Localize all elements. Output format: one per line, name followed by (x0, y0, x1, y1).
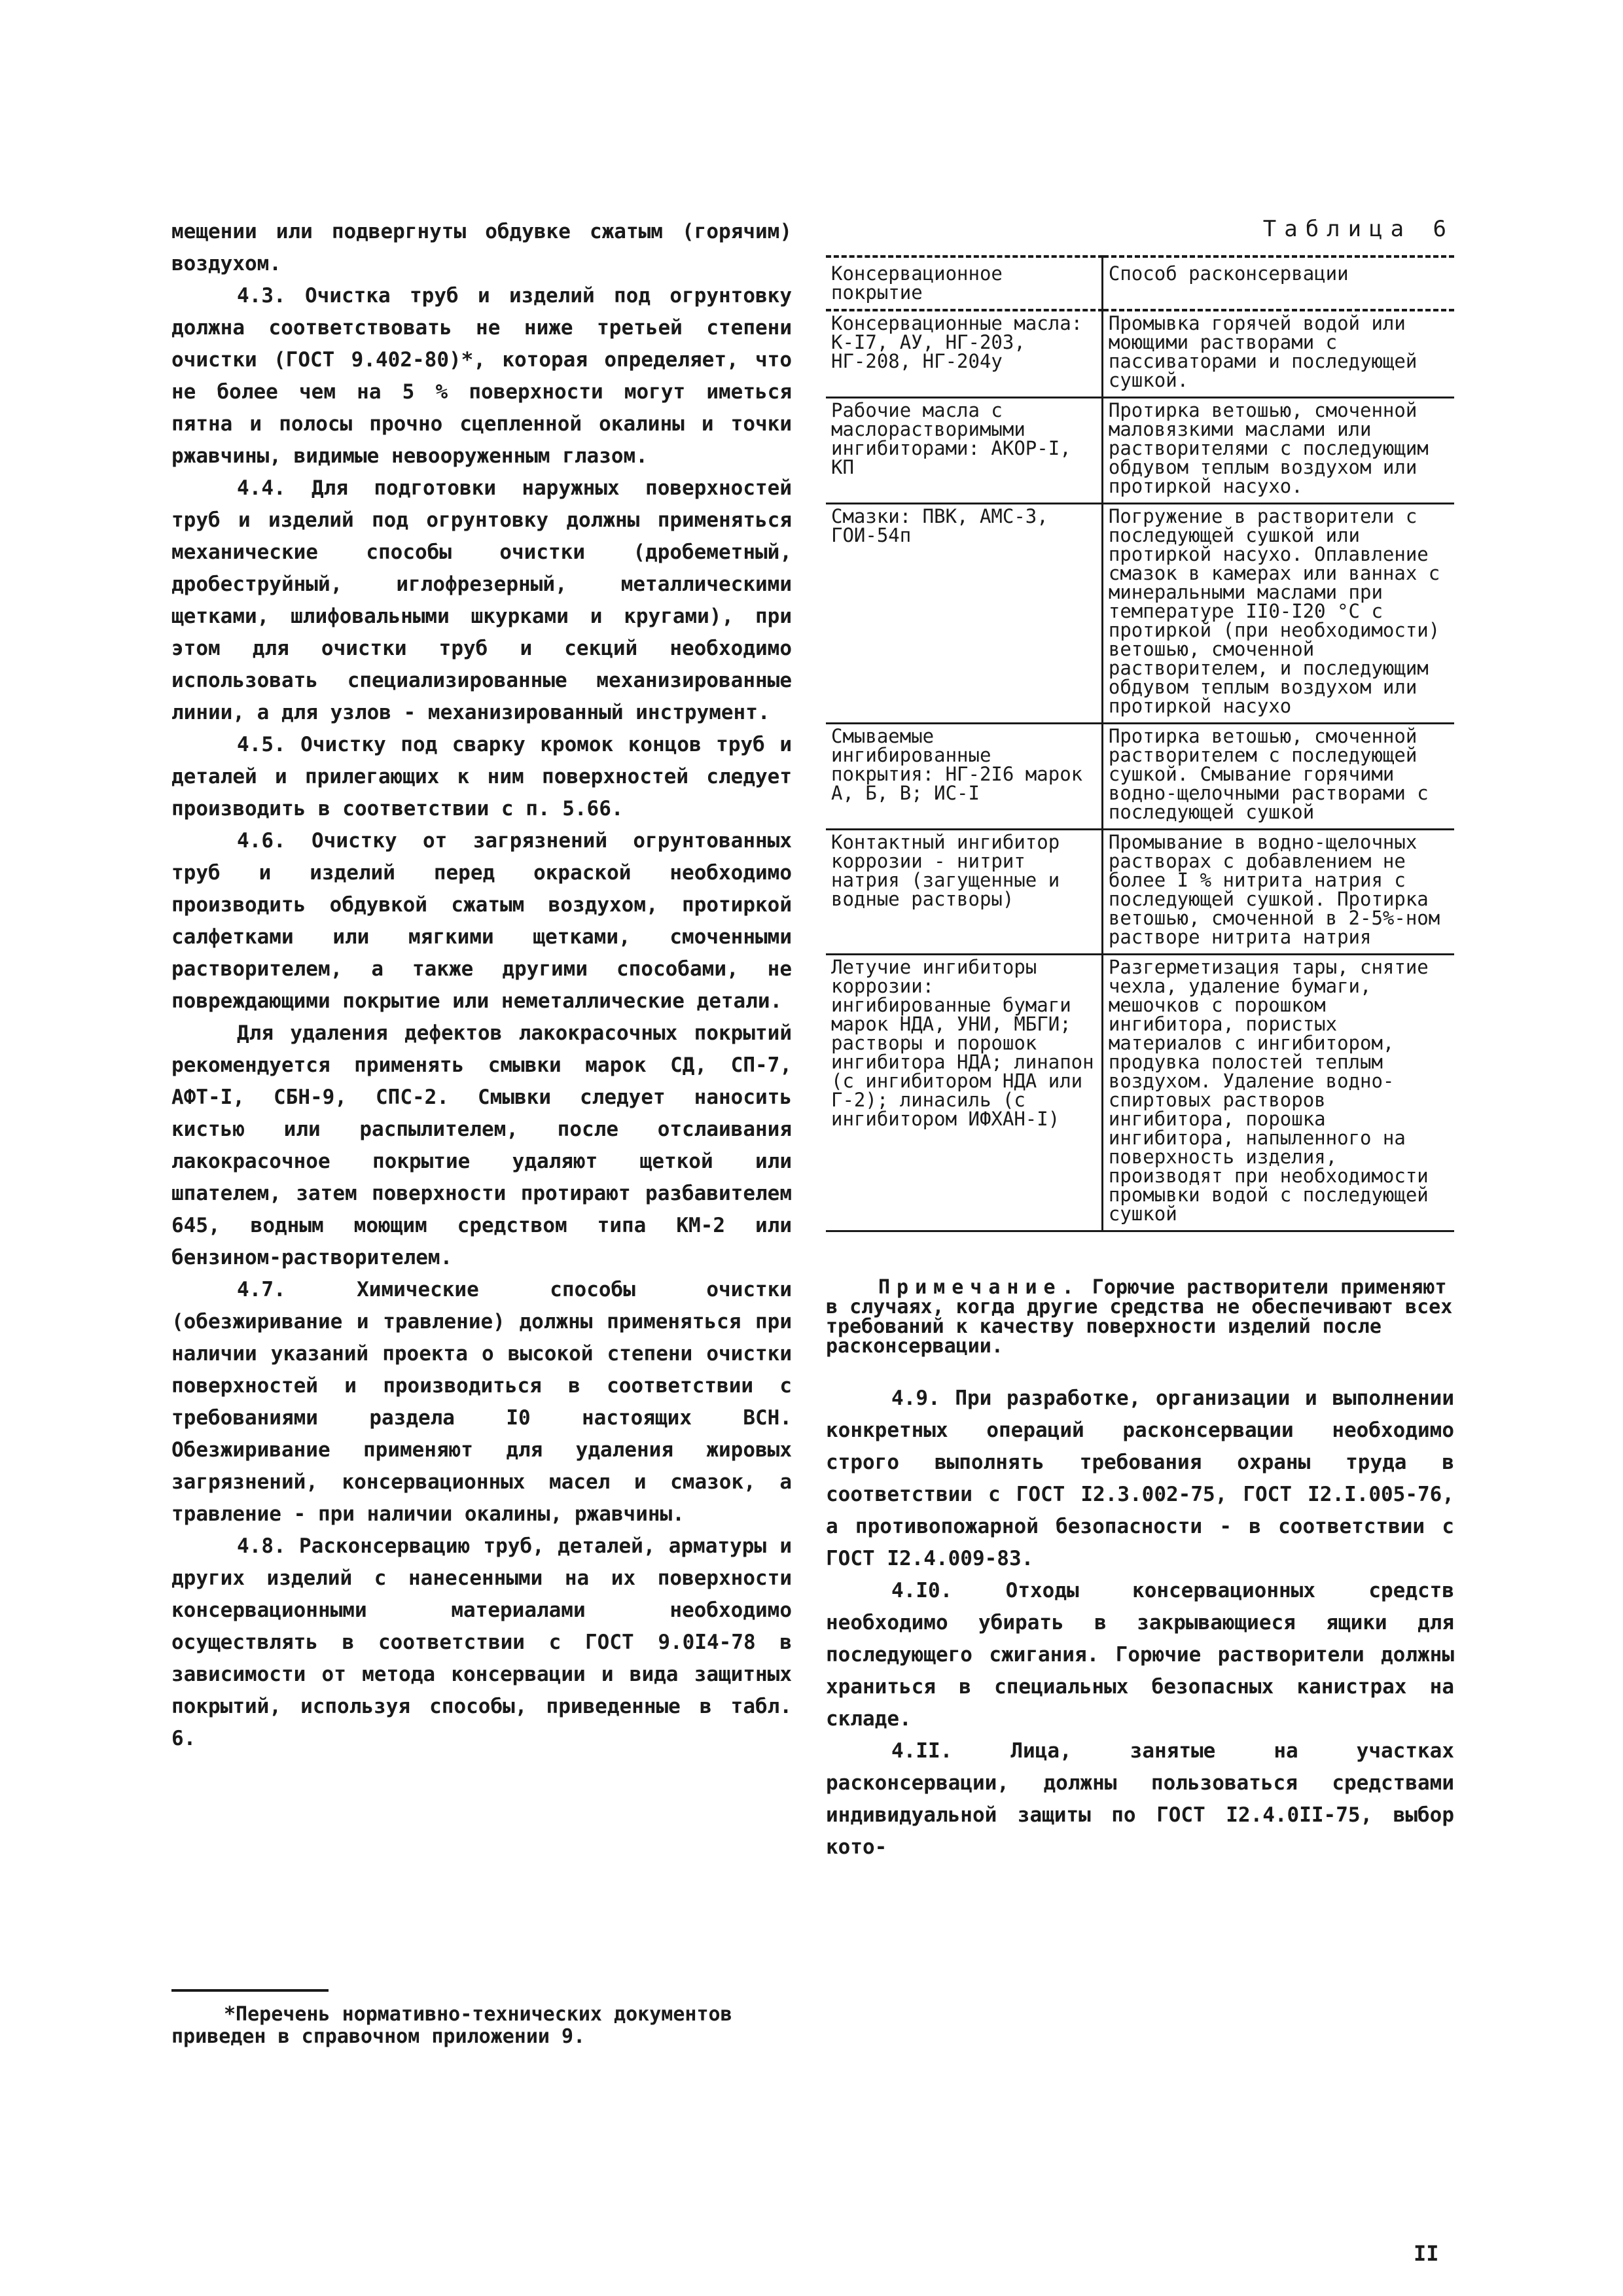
footnote-rule (171, 1989, 329, 1992)
left-paragraph-4-6: 4.6. Очистку от загрязнений огрунтованных труб и изделий перед окраской необходимо производить обдувкой сжатым воздухом, протиркой салфетками или мягкими щетками, смоченными растворителем, а также другими способами, не повреждающими покрытие или неметаллические детали. (171, 829, 792, 1013)
table-cell: Смазки: ПВК, АМС-3, ГОИ-54п (826, 504, 1102, 724)
table-cell: Консервационные масла: К-I7, АУ, НГ-203, НГ-208, НГ-204у (826, 310, 1102, 398)
left-paragraph-4-7: 4.7. Химические способы очистки (обезжиривание и травление) должны применяться при наличии указаний проекта о высокой степени очистки поверхностей и производиться в соответствии с требованиями раздела I0 настоящих ВСН. Обезжиривание применяют для удаления жировых загрязнений, консервационных масел и смазок, а травление - при наличии окалины, ржавчины. (171, 1278, 792, 1526)
footnote: *Перечень нормативно-технических документов приведен в справочном приложении 9. (171, 2003, 732, 2048)
note-text: Горючие растворители применяют в случаях, когда другие средства не обеспечивают всех требований к качеству поверхности изделий после расконсервации. (826, 1276, 1453, 1358)
table-row (826, 310, 1454, 398)
right-paragraph-4-9: 4.9. При разработке, организации и выполнении конкретных операций расконсервации необходимо строго выполнять требования охраны труда в соответствии с ГОСТ I2.3.002-75, ГОСТ I2.I.005-76, а противопожарной безопасности - в соответствии с ГОСТ I2.4.009-83. (826, 1386, 1454, 1570)
table-header-row (826, 256, 1454, 310)
table-cell: Погружение в растворители с последующей сушкой или протиркой насухо. Оплавление смазок в камерах или ваннах с минеральными маслами при температуре II0-I20 °С с протиркой (при необходимости) ветошью, смоченной растворителем, и последующим обдувом теплым воздухом или протиркой насухо (1102, 504, 1454, 724)
table-cell: Промывание в водно-щелочных растворах с добавлением не более I % нитрита натрия с последующей сушкой. Протирка ветошью, смоченной в 2-5%-ном растворе нитрита натрия (1102, 830, 1454, 955)
left-paragraph-4-8: 4.8. Расконсервацию труб, деталей, арматуры и других изделий с нанесенными на их поверхности консервационными материалами необходимо осуществлять в соответствии с ГОСТ 9.0I4-78 в зависимости от метода консервации и вида защитных покрытий, используя способы, приведенные в табл. 6. (171, 1534, 792, 1750)
table-cell: Рабочие масла с маслорастворимыми ингибиторами: АКОР-I, КП (826, 398, 1102, 504)
table-row (826, 724, 1454, 830)
right-column (826, 216, 1454, 1863)
right-paragraph-4-11: 4.II. Лица, занятые на участках расконсервации, должны пользоваться средствами индивидуальной защиты по ГОСТ I2.4.0II-75, выбор кото- (826, 1739, 1454, 1859)
table-cell: Протирка ветошью, смоченной растворителем с последующей сушкой. Смывание горячими водно-щелочными растворами с последующей сушкой (1102, 724, 1454, 830)
left-paragraph-4-5: 4.5. Очистку под сварку кромок концов труб и деталей и прилегающих к ним поверхностей следует производить в соответствии с п. 5.66. (171, 733, 792, 821)
table-cell: Летучие ингибиторы коррозии: ингибированные бумаги марок НДА, УНИ, МБГИ; растворы и порошок ингибитора НДА; линапон (с ингибитором НДА или Г-2); линасиль (с ингибитором ИФХАН-I) (826, 955, 1102, 1231)
table-row (826, 830, 1454, 955)
table-cell: Разгерметизация тары, снятие чехла, удаление бумаги, мешочков с порошком ингибитора, пористых материалов с ингибитором, продувка полостей теплым воздухом. Удаление водно-спиртовых растворов ингибитора, порошка ингибитора, напыленного на поверхность изделия, производят при необходимости промывки водой с последующей сушкой (1102, 955, 1454, 1231)
left-paragraph-4-3: 4.3. Очистка труб и изделий под огрунтовку должна соответствовать не ниже третьей степени очистки (ГОСТ 9.402-80)*, которая определяет, что не более чем на 5 % поверхности могут иметься пятна и полосы прочно сцепленной окалины и точки ржавчины, видимые невооруженным глазом. (171, 284, 792, 468)
table-row (826, 955, 1454, 1231)
table-cell: Протирка ветошью, смоченной маловязкими маслами или растворителями с последующим обдувом теплым воздухом или протиркой насухо. (1102, 398, 1454, 504)
left-paragraph-1: мещении или подвергнуты обдувке сжатым (горячим) воздухом. (171, 220, 792, 275)
table-row (826, 504, 1454, 724)
table-cell: Промывка горячей водой или моющими растворами с пассиваторами и последующей сушкой. (1102, 310, 1454, 398)
table-cell: Контактный ингибитор коррозии - нитрит натрия (загущенные и водные растворы) (826, 830, 1102, 955)
table-caption: Таблица 6 (1262, 216, 1454, 242)
table-note (826, 1278, 1454, 1356)
table-header-method: Способ расконсервации (1102, 256, 1454, 310)
left-paragraph-4-4: 4.4. Для подготовки наружных поверхностей труб и изделий под огрунтовку должны применяться механические способы очистки (дробеметный, дробеструйный, иглофрезерный, металлическими щетками, шлифовальными шкурками и кругами), при этом для очистки труб и секций необходимо использовать специализированные механизированные линии, а для узлов - механизированный инструмент. (171, 476, 792, 724)
left-column (171, 216, 792, 1755)
table-6 (826, 255, 1454, 1232)
page-number: II (1414, 2241, 1439, 2266)
right-paragraph-4-10: 4.I0. Отходы консервационных средств необходимо убирать в закрывающиеся ящики для последующего сжигания. Горючие растворители должны храниться в специальных безопасных канистрах на складе. (826, 1579, 1454, 1731)
note-label: Примечание. (878, 1276, 1080, 1299)
table-row (826, 398, 1454, 504)
left-paragraph-defects: Для удаления дефектов лакокрасочных покрытий рекомендуется применять смывки марок СД, СП-7, АФТ-I, СБН-9, СПС-2. Смывки следует наносить кистью или распылителем, после отслаивания лакокрасочное покрытие удаляют щеткой или шпателем, затем поверхности протирают разбавителем 645, водным моющим средством типа КМ-2 или бензином-растворителем. (171, 1021, 792, 1269)
table-header-coating: Консервационное покрытие (826, 256, 1102, 310)
table-cell: Смываемые ингибированные покрытия: НГ-2I6 марок А, Б, В; ИС-I (826, 724, 1102, 830)
